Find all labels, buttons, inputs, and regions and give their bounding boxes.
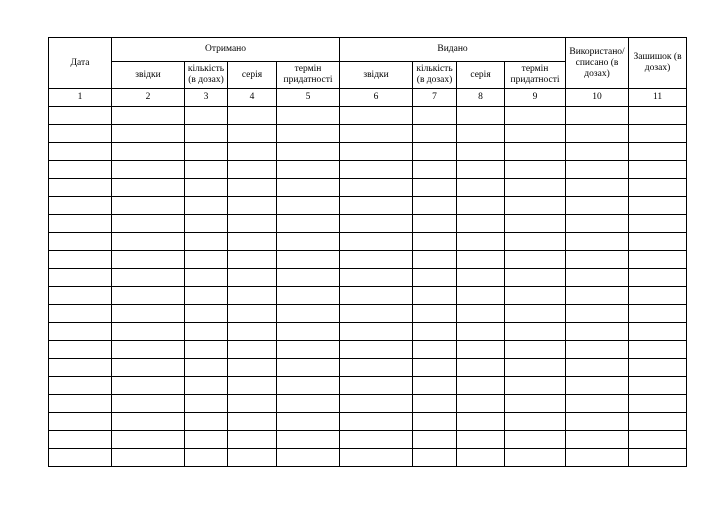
table-cell bbox=[340, 215, 413, 233]
table-cell bbox=[277, 161, 340, 179]
header-used: Використано/ списано (в дозах) bbox=[566, 38, 629, 89]
column-number: 1 bbox=[49, 89, 112, 107]
table-cell bbox=[112, 215, 185, 233]
table-cell bbox=[566, 431, 629, 449]
table-cell bbox=[413, 179, 457, 197]
table-cell bbox=[185, 377, 228, 395]
table-cell bbox=[629, 359, 687, 377]
table-cell bbox=[49, 449, 112, 467]
column-number: 6 bbox=[340, 89, 413, 107]
table-cell bbox=[228, 305, 277, 323]
table-cell bbox=[413, 233, 457, 251]
table-cell bbox=[340, 395, 413, 413]
table-cell bbox=[112, 287, 185, 305]
table-cell bbox=[457, 287, 505, 305]
table-cell bbox=[413, 341, 457, 359]
table-cell bbox=[185, 179, 228, 197]
table-cell bbox=[228, 269, 277, 287]
table-cell bbox=[566, 107, 629, 125]
table-cell bbox=[185, 269, 228, 287]
table-cell bbox=[277, 413, 340, 431]
table-cell bbox=[413, 305, 457, 323]
column-number-row bbox=[49, 89, 687, 107]
table-cell bbox=[566, 341, 629, 359]
header-received-expiry: термін придатності bbox=[277, 62, 340, 89]
table-cell bbox=[112, 431, 185, 449]
column-number: 9 bbox=[505, 89, 566, 107]
table-cell bbox=[413, 161, 457, 179]
table-row bbox=[49, 179, 687, 197]
table-cell bbox=[413, 197, 457, 215]
table-cell bbox=[112, 449, 185, 467]
table-cell bbox=[112, 269, 185, 287]
table-cell bbox=[185, 323, 228, 341]
table-cell bbox=[277, 125, 340, 143]
table-cell bbox=[49, 341, 112, 359]
table-cell bbox=[413, 359, 457, 377]
table-cell bbox=[112, 341, 185, 359]
table-cell bbox=[49, 413, 112, 431]
table-cell bbox=[340, 287, 413, 305]
table-row bbox=[49, 431, 687, 449]
table-cell bbox=[277, 323, 340, 341]
header-issued-from: звідки bbox=[340, 62, 413, 89]
table-cell bbox=[505, 197, 566, 215]
table-cell bbox=[413, 431, 457, 449]
table-cell bbox=[457, 107, 505, 125]
column-number: 11 bbox=[629, 89, 687, 107]
table-cell bbox=[340, 377, 413, 395]
table-cell bbox=[505, 269, 566, 287]
table-cell bbox=[277, 395, 340, 413]
table-cell bbox=[185, 359, 228, 377]
table-cell bbox=[413, 449, 457, 467]
column-number: 3 bbox=[185, 89, 228, 107]
table-row bbox=[49, 395, 687, 413]
table-cell bbox=[185, 143, 228, 161]
table-row bbox=[49, 449, 687, 467]
table-cell bbox=[340, 431, 413, 449]
table-cell bbox=[457, 413, 505, 431]
table-cell bbox=[112, 395, 185, 413]
table-cell bbox=[457, 359, 505, 377]
table-row bbox=[49, 233, 687, 251]
table-cell bbox=[566, 233, 629, 251]
table-cell bbox=[277, 233, 340, 251]
table-cell bbox=[457, 341, 505, 359]
table-cell bbox=[505, 215, 566, 233]
table-cell bbox=[457, 161, 505, 179]
table-cell bbox=[566, 305, 629, 323]
table-cell bbox=[413, 251, 457, 269]
table-cell bbox=[112, 251, 185, 269]
table-cell bbox=[629, 143, 687, 161]
table-cell bbox=[566, 161, 629, 179]
table-cell bbox=[457, 215, 505, 233]
table-cell bbox=[228, 215, 277, 233]
table-cell bbox=[185, 305, 228, 323]
table-cell bbox=[277, 107, 340, 125]
table-cell bbox=[413, 323, 457, 341]
table-cell bbox=[277, 179, 340, 197]
table-cell bbox=[112, 323, 185, 341]
table-row bbox=[49, 269, 687, 287]
table-cell bbox=[566, 395, 629, 413]
table-cell bbox=[112, 179, 185, 197]
table-cell bbox=[413, 395, 457, 413]
table-cell bbox=[629, 161, 687, 179]
table-cell bbox=[340, 107, 413, 125]
header-received-from: звідки bbox=[112, 62, 185, 89]
table-cell bbox=[505, 179, 566, 197]
table-cell bbox=[505, 233, 566, 251]
register-body bbox=[49, 89, 687, 467]
table-cell bbox=[457, 125, 505, 143]
table-cell bbox=[49, 107, 112, 125]
table-cell bbox=[49, 377, 112, 395]
table-cell bbox=[629, 323, 687, 341]
table-cell bbox=[566, 287, 629, 305]
header-balance: Зашишок (в дозах) bbox=[629, 38, 687, 89]
column-number: 2 bbox=[112, 89, 185, 107]
column-number: 7 bbox=[413, 89, 457, 107]
table-cell bbox=[49, 251, 112, 269]
table-row bbox=[49, 341, 687, 359]
table-cell bbox=[277, 377, 340, 395]
table-cell bbox=[228, 431, 277, 449]
table-cell bbox=[457, 305, 505, 323]
table-cell bbox=[277, 305, 340, 323]
table-cell bbox=[112, 107, 185, 125]
table-cell bbox=[228, 125, 277, 143]
table-cell bbox=[112, 413, 185, 431]
column-number: 5 bbox=[277, 89, 340, 107]
header-received-qty: кількість (в дозах) bbox=[185, 62, 228, 89]
table-cell bbox=[185, 233, 228, 251]
table-row bbox=[49, 143, 687, 161]
table-cell bbox=[629, 215, 687, 233]
table-cell bbox=[228, 341, 277, 359]
table-cell bbox=[457, 233, 505, 251]
table-cell bbox=[49, 125, 112, 143]
column-number: 10 bbox=[566, 89, 629, 107]
table-cell bbox=[228, 395, 277, 413]
table-cell bbox=[277, 341, 340, 359]
table-cell bbox=[228, 197, 277, 215]
table-cell bbox=[228, 413, 277, 431]
table-cell bbox=[112, 305, 185, 323]
table-row bbox=[49, 197, 687, 215]
table-cell bbox=[340, 359, 413, 377]
table-cell bbox=[505, 161, 566, 179]
header-row-main bbox=[49, 38, 687, 62]
table-cell bbox=[566, 377, 629, 395]
table-cell bbox=[340, 251, 413, 269]
table-row bbox=[49, 125, 687, 143]
table-row bbox=[49, 161, 687, 179]
table-cell bbox=[629, 287, 687, 305]
table-cell bbox=[228, 323, 277, 341]
table-cell bbox=[277, 287, 340, 305]
table-cell bbox=[185, 197, 228, 215]
table-cell bbox=[629, 341, 687, 359]
table-row bbox=[49, 287, 687, 305]
table-cell bbox=[340, 449, 413, 467]
table-cell bbox=[629, 377, 687, 395]
table-cell bbox=[49, 161, 112, 179]
table-cell bbox=[457, 251, 505, 269]
table-cell bbox=[629, 305, 687, 323]
table-cell bbox=[340, 179, 413, 197]
table-row bbox=[49, 359, 687, 377]
table-row bbox=[49, 215, 687, 233]
table-cell bbox=[413, 143, 457, 161]
table-cell bbox=[185, 125, 228, 143]
table-cell bbox=[566, 143, 629, 161]
table-cell bbox=[505, 431, 566, 449]
table-cell bbox=[277, 143, 340, 161]
table-cell bbox=[413, 215, 457, 233]
table-cell bbox=[505, 395, 566, 413]
table-cell bbox=[566, 251, 629, 269]
table-cell bbox=[413, 107, 457, 125]
table-cell bbox=[228, 287, 277, 305]
table-cell bbox=[505, 449, 566, 467]
table-cell bbox=[277, 449, 340, 467]
table-cell bbox=[340, 413, 413, 431]
table-cell bbox=[228, 233, 277, 251]
table-cell bbox=[566, 323, 629, 341]
table-cell bbox=[112, 233, 185, 251]
table-cell bbox=[340, 341, 413, 359]
table-cell bbox=[185, 287, 228, 305]
table-cell bbox=[413, 125, 457, 143]
header-received-series: серія bbox=[228, 62, 277, 89]
table-cell bbox=[49, 287, 112, 305]
table-cell bbox=[340, 125, 413, 143]
table-cell bbox=[340, 323, 413, 341]
table-cell bbox=[185, 413, 228, 431]
table-cell bbox=[340, 197, 413, 215]
table-cell bbox=[505, 323, 566, 341]
table-cell bbox=[185, 395, 228, 413]
table-cell bbox=[629, 125, 687, 143]
table-cell bbox=[340, 161, 413, 179]
table-cell bbox=[49, 269, 112, 287]
table-row bbox=[49, 323, 687, 341]
table-cell bbox=[505, 251, 566, 269]
table-cell bbox=[505, 305, 566, 323]
table-cell bbox=[49, 233, 112, 251]
table-cell bbox=[228, 107, 277, 125]
table-cell bbox=[457, 179, 505, 197]
table-cell bbox=[112, 143, 185, 161]
table-cell bbox=[566, 359, 629, 377]
table-cell bbox=[49, 143, 112, 161]
table-cell bbox=[629, 431, 687, 449]
table-cell bbox=[112, 359, 185, 377]
table-cell bbox=[228, 161, 277, 179]
table-cell bbox=[49, 431, 112, 449]
table-cell bbox=[228, 143, 277, 161]
table-cell bbox=[340, 305, 413, 323]
table-cell bbox=[228, 377, 277, 395]
table-cell bbox=[228, 179, 277, 197]
column-number: 4 bbox=[228, 89, 277, 107]
header-issued-expiry: термін придатності bbox=[505, 62, 566, 89]
table-row bbox=[49, 377, 687, 395]
table-cell bbox=[340, 233, 413, 251]
table-cell bbox=[185, 341, 228, 359]
table-cell bbox=[457, 431, 505, 449]
table-cell bbox=[49, 179, 112, 197]
table-cell bbox=[413, 287, 457, 305]
table-cell bbox=[629, 107, 687, 125]
table-cell bbox=[566, 125, 629, 143]
table-cell bbox=[49, 323, 112, 341]
table-cell bbox=[49, 215, 112, 233]
vaccine-register-table bbox=[48, 37, 687, 467]
table-cell bbox=[566, 215, 629, 233]
table-cell bbox=[228, 449, 277, 467]
table-cell bbox=[112, 377, 185, 395]
table-row bbox=[49, 251, 687, 269]
table-cell bbox=[505, 125, 566, 143]
table-cell bbox=[505, 107, 566, 125]
table-cell bbox=[505, 287, 566, 305]
table-cell bbox=[340, 269, 413, 287]
table-row bbox=[49, 107, 687, 125]
table-cell bbox=[49, 395, 112, 413]
table-cell bbox=[277, 269, 340, 287]
table-cell bbox=[185, 251, 228, 269]
table-cell bbox=[185, 431, 228, 449]
table-cell bbox=[505, 377, 566, 395]
table-row bbox=[49, 413, 687, 431]
table-row bbox=[49, 305, 687, 323]
table-cell bbox=[413, 269, 457, 287]
table-cell bbox=[505, 143, 566, 161]
header-date: Дата bbox=[49, 38, 112, 89]
table-cell bbox=[457, 395, 505, 413]
table-cell bbox=[629, 179, 687, 197]
table-cell bbox=[629, 233, 687, 251]
table-cell bbox=[185, 215, 228, 233]
table-cell bbox=[457, 197, 505, 215]
table-cell bbox=[457, 323, 505, 341]
table-cell bbox=[566, 449, 629, 467]
table-cell bbox=[629, 197, 687, 215]
table-cell bbox=[457, 377, 505, 395]
table-cell bbox=[112, 125, 185, 143]
table-cell bbox=[629, 251, 687, 269]
table-cell bbox=[185, 449, 228, 467]
header-issued-series: серія bbox=[457, 62, 505, 89]
table-cell bbox=[185, 107, 228, 125]
table-cell bbox=[185, 161, 228, 179]
table-cell bbox=[413, 413, 457, 431]
table-cell bbox=[277, 359, 340, 377]
table-cell bbox=[505, 341, 566, 359]
table-cell bbox=[413, 377, 457, 395]
table-cell bbox=[629, 269, 687, 287]
table-cell bbox=[277, 197, 340, 215]
table-cell bbox=[49, 305, 112, 323]
table-cell bbox=[505, 413, 566, 431]
table-cell bbox=[629, 395, 687, 413]
table-cell bbox=[277, 215, 340, 233]
table-cell bbox=[228, 251, 277, 269]
table-cell bbox=[629, 449, 687, 467]
table-cell bbox=[49, 197, 112, 215]
table-cell bbox=[340, 143, 413, 161]
table-cell bbox=[457, 449, 505, 467]
table-cell bbox=[112, 161, 185, 179]
vaccine-register-sheet bbox=[48, 37, 686, 467]
header-issued: Видано bbox=[340, 38, 566, 62]
table-cell bbox=[566, 269, 629, 287]
table-cell bbox=[566, 197, 629, 215]
header-received: Отримано bbox=[112, 38, 340, 62]
header-issued-qty: кількість (в дозах) bbox=[413, 62, 457, 89]
table-cell bbox=[49, 359, 112, 377]
table-cell bbox=[505, 359, 566, 377]
table-cell bbox=[112, 197, 185, 215]
table-cell bbox=[277, 431, 340, 449]
table-cell bbox=[629, 413, 687, 431]
table-cell bbox=[566, 179, 629, 197]
table-cell bbox=[228, 359, 277, 377]
table-cell bbox=[277, 251, 340, 269]
table-cell bbox=[457, 269, 505, 287]
table-cell bbox=[566, 413, 629, 431]
table-cell bbox=[457, 143, 505, 161]
column-number: 8 bbox=[457, 89, 505, 107]
